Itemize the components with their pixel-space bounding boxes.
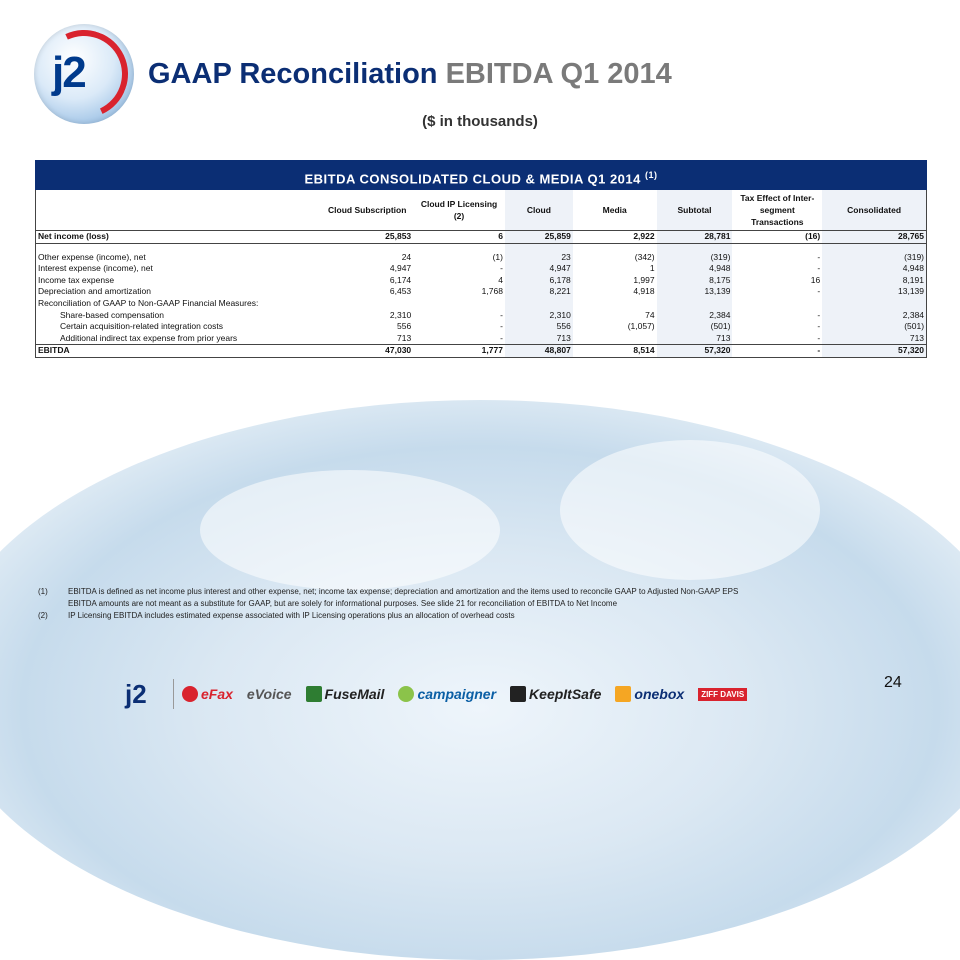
banner-text: EBITDA CONSOLIDATED CLOUD & MEDIA Q1 2014 (304, 171, 641, 187)
brand-name: onebox (634, 686, 685, 702)
page-title (148, 58, 672, 91)
table-cell: - (817, 321, 821, 332)
table-cell: 13,139 (657, 286, 733, 298)
table-row (36, 344, 926, 357)
column-header: Consolidated (822, 190, 926, 230)
table-cell: 1,768 (481, 286, 503, 297)
page-number: 24 (884, 674, 902, 691)
table-cell: - (500, 309, 503, 320)
table-cell (413, 298, 505, 310)
table-cell (573, 333, 657, 345)
header-label-cell (36, 190, 321, 230)
table-cell: 4,948 (657, 263, 733, 275)
table-cell: 13,139 (822, 286, 926, 298)
table-cell: 2,384 (657, 310, 733, 322)
table-cell: - (817, 332, 821, 343)
table-cell: - (500, 263, 503, 274)
keepitsafe-logo (510, 686, 601, 702)
footnote-text: EBITDA is defined as net income plus interest and other expense, net; income tax expense; depreciation and amortization and the items used to reconcile GAAP to Adjusted Non-GAAP EPS (68, 587, 739, 596)
table-cell (822, 244, 926, 252)
campaigner-logo (398, 686, 496, 702)
table-cell: - (500, 332, 503, 343)
table-row (36, 298, 926, 310)
column-header: Cloud (505, 190, 573, 230)
table-cell: 8,514 (633, 345, 655, 356)
row-label: Other expense (income), net (38, 251, 146, 262)
table-cell: (319) (657, 252, 733, 264)
table-cell: 2,310 (505, 310, 573, 322)
banner-footnote-ref: (1) (645, 170, 658, 180)
column-header: Tax Effect of Inter-segment Transactions (740, 193, 815, 227)
table-cell: 16 (810, 274, 821, 285)
table-row (36, 321, 926, 333)
table-cell: 28,765 (822, 231, 926, 243)
table-cell: (501) (822, 321, 926, 333)
efax-logo (182, 686, 233, 702)
globe-land-shape (560, 440, 820, 580)
table-cell: - (817, 345, 821, 356)
table-cell: 4,947 (389, 263, 412, 274)
table-cell (505, 298, 573, 310)
table-row (36, 231, 926, 244)
row-label: Income tax expense (38, 274, 115, 285)
footnote (38, 610, 918, 622)
ebitda-table (35, 160, 927, 358)
row-label: Certain acquisition-related integration costs (60, 321, 224, 332)
row-label: Additional indirect tax expense from prior years (60, 332, 238, 343)
table-cell: 25,853 (385, 231, 412, 241)
table-cell (321, 298, 413, 310)
column-header: Media (602, 205, 627, 215)
footnotes (38, 586, 918, 622)
table-cell: 23 (505, 252, 573, 264)
footnote (38, 586, 918, 598)
table-cell (822, 298, 926, 310)
table-cell: 556 (397, 321, 412, 332)
table-cell: 556 (505, 321, 573, 333)
table-cell: 713 (397, 332, 412, 343)
column-header: Cloud Subscription (328, 205, 407, 215)
table-cell: 74 (645, 309, 655, 320)
table-cell: (501) (657, 321, 733, 333)
row-label (36, 244, 321, 252)
row-label: EBITDA (38, 345, 70, 356)
table-row (36, 244, 926, 252)
row-label: Net income (loss) (38, 231, 109, 241)
row-label: Interest expense (income), net (38, 263, 153, 274)
column-header: Subtotal (657, 190, 733, 230)
footnote-text: IP Licensing EBITDA includes estimated expense associated with IP Licensing operations plus an allocation of overhead costs (68, 611, 515, 620)
table-row (36, 275, 926, 287)
table-cell: 2,310 (389, 309, 412, 320)
brand-bar (125, 676, 905, 712)
table-cell: - (500, 321, 503, 332)
brand-divider (173, 679, 174, 709)
table-cell: 713 (657, 333, 733, 345)
row-label: Depreciation and amortization (38, 286, 151, 297)
table-cell (657, 298, 733, 310)
table-cell: 47,030 (385, 345, 412, 356)
fusemail-logo (306, 686, 385, 702)
table-cell: 6,178 (505, 275, 573, 287)
table-cell: 48,807 (505, 345, 573, 357)
table-banner (35, 160, 927, 190)
table-cell: 57,320 (657, 345, 733, 357)
table-cell: 4,948 (822, 263, 926, 275)
table-cell: 2,922 (633, 231, 655, 241)
table-row (36, 263, 926, 275)
j2-logo (34, 24, 134, 124)
brand-name: eVoice (246, 686, 292, 702)
table-cell: 1,997 (633, 274, 655, 285)
table-cell: 8,221 (505, 286, 573, 298)
row-label: Reconciliation of GAAP to Non-GAAP Financial Measures: (38, 297, 259, 308)
table-cell: 713 (505, 333, 573, 345)
table-cell: 25,859 (505, 231, 573, 243)
table-row (36, 310, 926, 322)
table-cell: 2,384 (822, 310, 926, 322)
logo-text: j2 (52, 48, 85, 97)
footer-j2-logo: j2 (125, 678, 147, 709)
globe-land-shape (200, 470, 500, 590)
table-cell: - (817, 263, 821, 274)
title-part1: GAAP Reconciliation (148, 58, 438, 90)
column-header: Cloud IP Licensing (2) (420, 199, 498, 221)
table-cell (505, 244, 573, 252)
brand-name: campaigner (417, 686, 497, 702)
table-cell: (1) (492, 251, 503, 262)
efax-icon (182, 686, 198, 702)
row-label: Share-based compensation (60, 309, 164, 320)
table-cell: - (817, 251, 821, 262)
table-cell (573, 298, 657, 310)
table-cell: 6,453 (389, 286, 412, 297)
page-subtitle: ($ in thousands) (422, 113, 538, 130)
table-cell: (1,057) (627, 321, 655, 332)
table-cell: 713 (822, 333, 926, 345)
table-cell: 1 (649, 263, 655, 274)
table-row (36, 252, 926, 264)
footnote-number: (1) (38, 587, 48, 596)
table-cell: (16) (805, 231, 821, 241)
table-header-row (36, 190, 926, 231)
table-cell (321, 244, 413, 252)
table-cell: 8,175 (657, 275, 733, 287)
table-grid (35, 190, 927, 358)
fusemail-icon (306, 686, 322, 702)
onebox-icon (615, 686, 631, 702)
table-cell (573, 244, 657, 252)
table-cell (413, 244, 505, 252)
table-row (36, 286, 926, 298)
table-cell: 8,191 (822, 275, 926, 287)
brand-name: KeepItSafe (529, 686, 602, 702)
table-cell (657, 244, 733, 252)
evoice-logo (247, 686, 292, 702)
table-cell: 6 (498, 231, 503, 241)
table-cell: (342) (634, 251, 655, 262)
table-cell: - (817, 286, 821, 297)
table-cell: 24 (401, 251, 412, 262)
footnote-text: EBITDA amounts are not meant as a substitute for GAAP, but are solely for informational purposes. See slide 21 for reconciliation of EBITDA to Net Income (68, 599, 618, 608)
table-cell: 57,320 (822, 345, 926, 357)
table-cell (732, 244, 822, 252)
table-cell: 4,918 (633, 286, 655, 297)
table-cell: 4 (498, 274, 503, 285)
onebox-logo (615, 686, 684, 702)
table-cell: 1,777 (481, 345, 503, 356)
table-cell (732, 298, 822, 310)
table-cell: 28,781 (657, 231, 733, 243)
table-body (36, 231, 926, 357)
title-part2: EBITDA Q1 2014 (445, 58, 672, 90)
footnote-number: (2) (38, 611, 48, 620)
table-cell: 4,947 (505, 263, 573, 275)
keepitsafe-icon (510, 686, 526, 702)
table-row (36, 333, 926, 345)
brand-name: eFax (201, 686, 233, 702)
ziffdavis-logo: ZIFF DAVIS (698, 688, 747, 701)
campaigner-icon (398, 686, 414, 702)
table-cell: - (817, 309, 821, 320)
table-cell: 6,174 (389, 274, 412, 285)
brand-name: FuseMail (324, 686, 385, 702)
table-cell: (319) (822, 252, 926, 264)
